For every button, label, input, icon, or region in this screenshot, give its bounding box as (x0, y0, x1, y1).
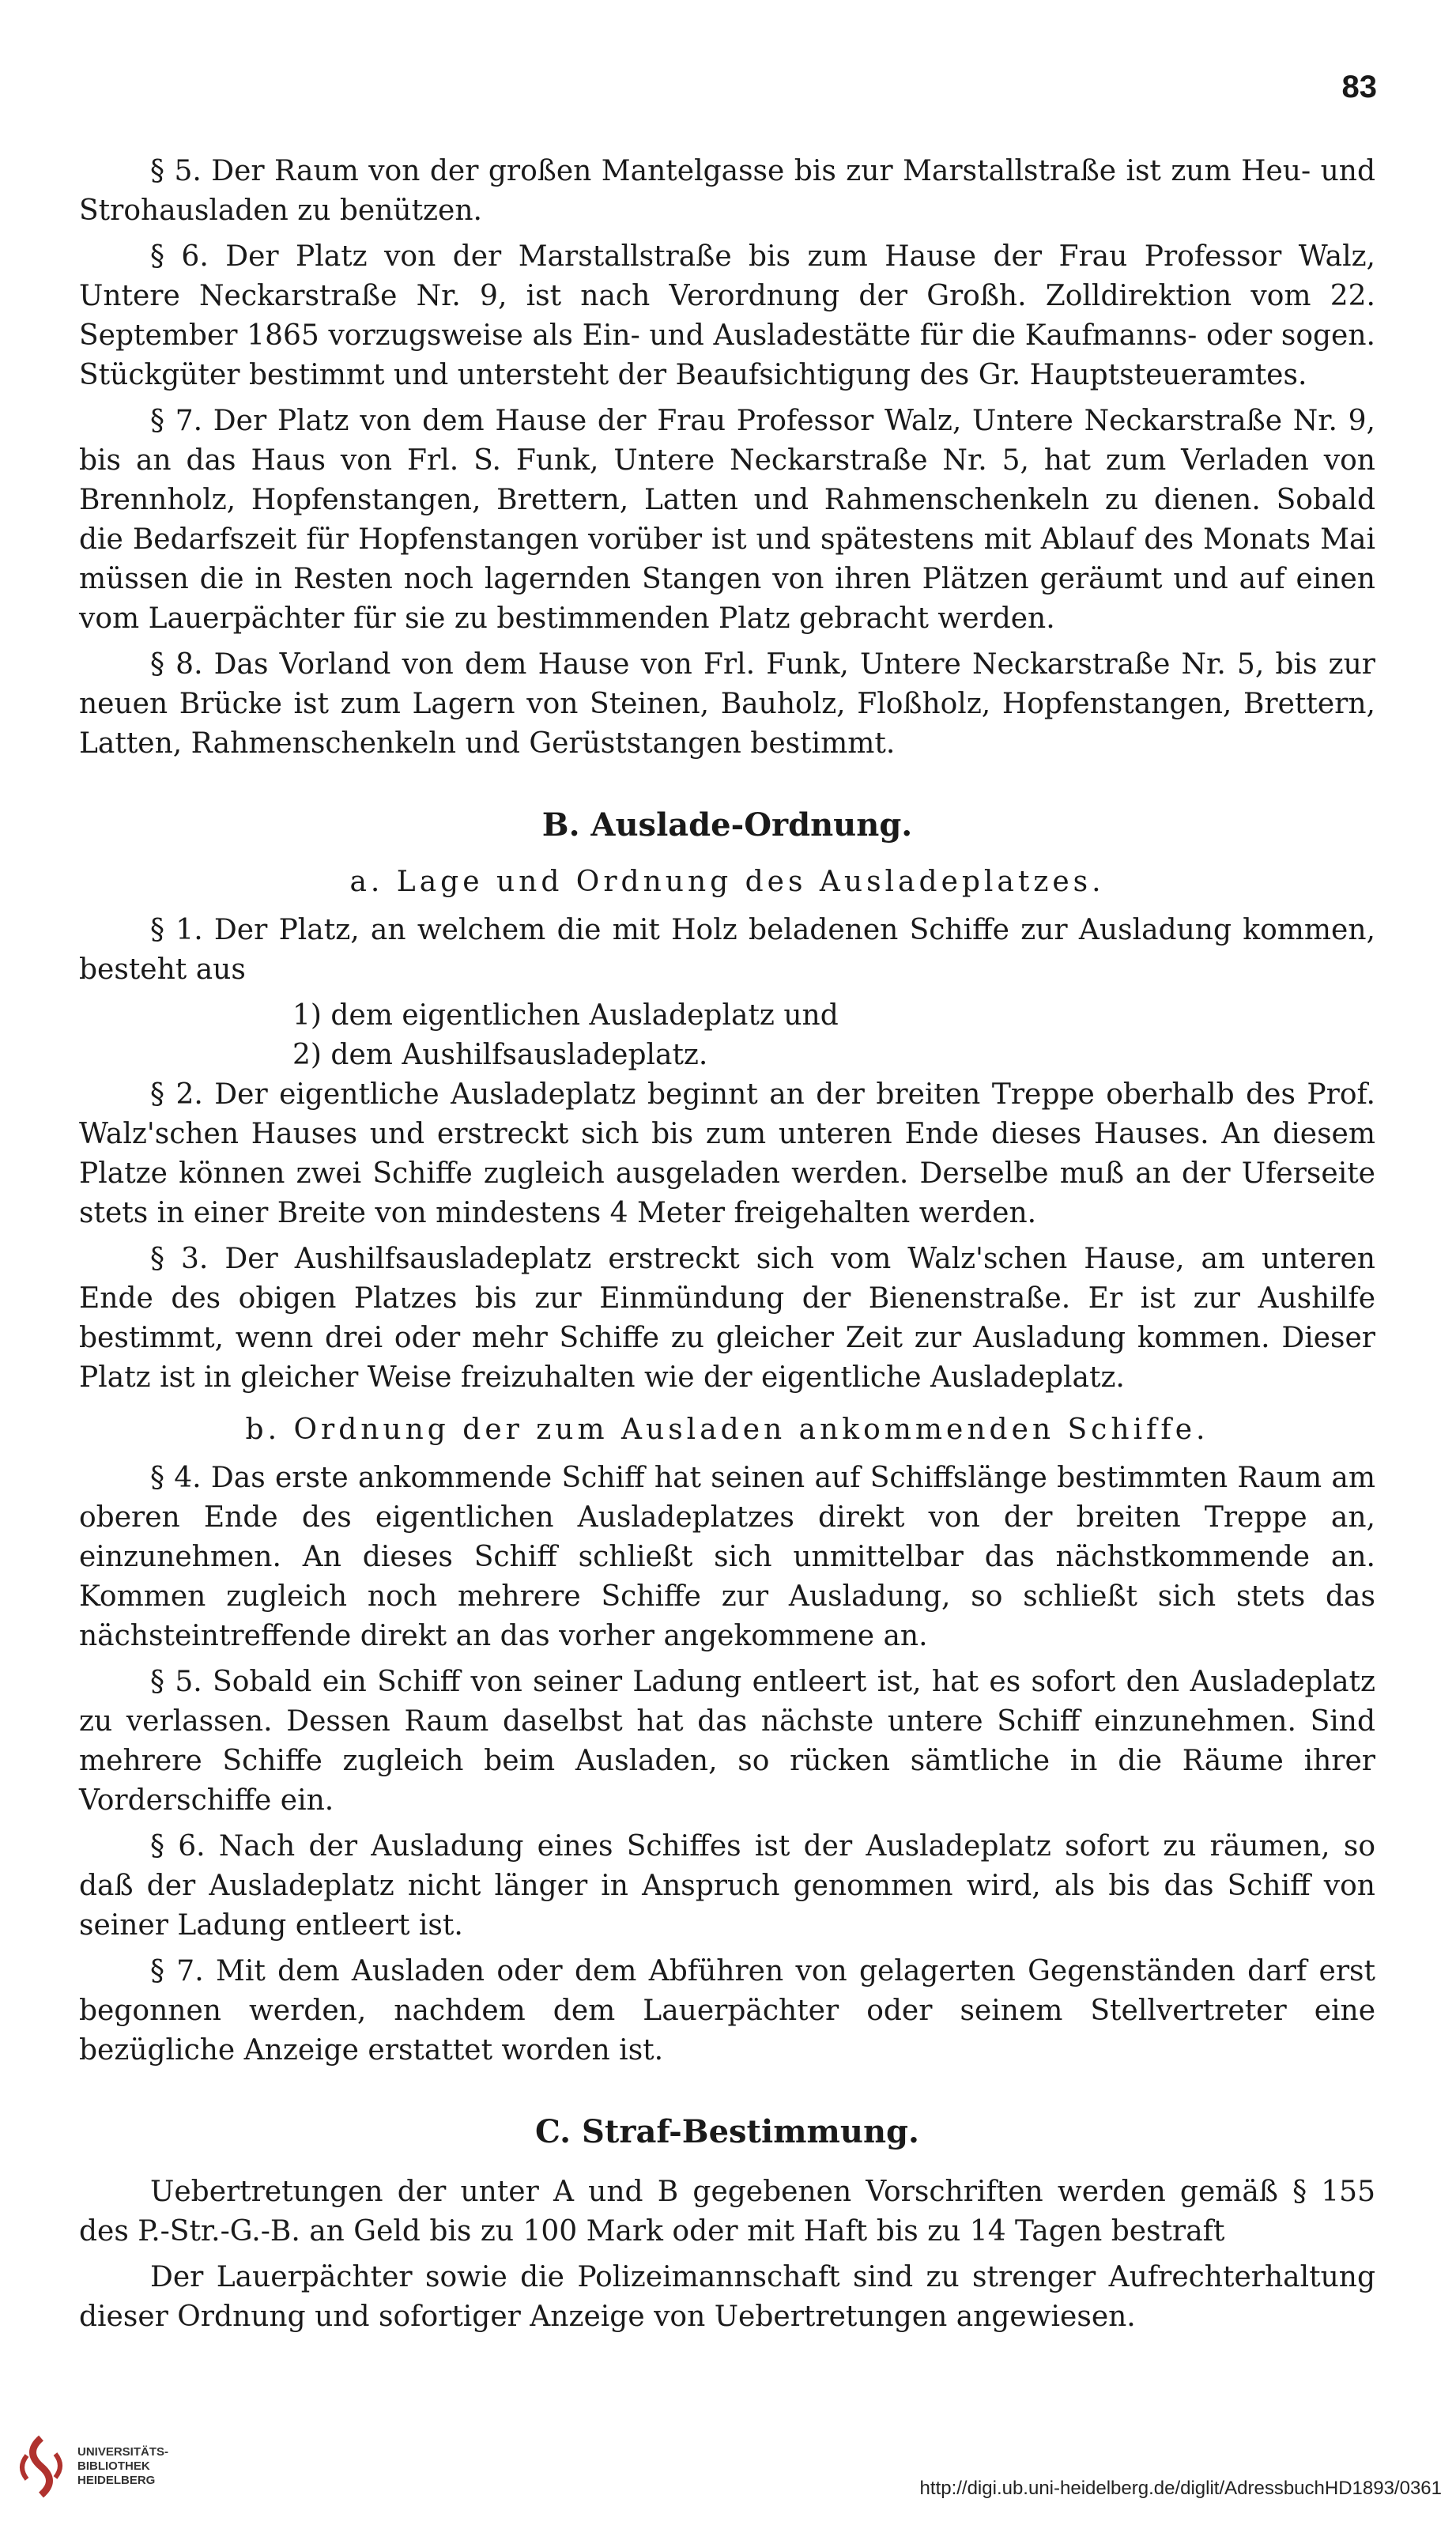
section-b-b-heading: b. Ordnung der zum Ausladen ankommenden Schiffe. (245, 1414, 1209, 1446)
paragraph-c-1: Uebertretungen der unter A und B gegebenen Vorschriften werden gemäß § 155 des P.-Str.-G.-B. an Geld bis zu 100 Mark oder mit Haft bis zu 14 Tagen bestraft (79, 2176, 1375, 2248)
section-b-heading: B. Auslade-Ordnung. (541, 806, 913, 844)
list-item-1: 1) dem eigentlichen Ausladeplatz und (292, 999, 839, 1032)
paragraph-b-2: § 2. Der eigentliche Ausladeplatz beginnt an der breiten Treppe oberhalb des Prof. Walz'schen Hauses und erstreckt sich bis zum unteren Ende dieses Hauses. An diesem Platze können zwei Schiffe zugleich ausgeladen werden. Derselbe muß an der Uferseite stets in einer Breite von mindestens 4 Meter freigehalten werden. (79, 1078, 1375, 1229)
paragraph-b-6: § 6. Nach der Ausladung eines Schiffes ist der Ausladeplatz sofort zu räumen, so daß der Ausladeplatz nicht länger in Anspruch genommen wird, als bis das Schiff von seiner Ladung entleert ist. (79, 1830, 1375, 1942)
source-url[interactable]: http://digi.ub.uni-heidelberg.de/diglit/AdressbuchHD1893/0361 (919, 2478, 1442, 2499)
paragraph-b-5: § 5. Sobald ein Schiff von seiner Ladung entleert ist, hat es sofort den Ausladeplatz zu verlassen. Dessen Raum daselbst hat das nächste untere Schiff einzunehmen. Sind mehrere Schiffe zugleich beim Ausladen, so rücken sämtliche in die Räume ihrer Vorderschiffe ein. (79, 1666, 1375, 1817)
page-number: 83 (1341, 70, 1377, 104)
paragraph-c-2: Der Lauerpächter sowie die Polizeimannschaft sind zu strenger Aufrechterhaltung dieser Ordnung und sofortiger Anzeige von Uebertretungen angewiesen. (79, 2261, 1375, 2333)
paragraph-a-5: § 5. Der Raum von der großen Mantelgasse bis zur Marstallstraße ist zum Heu- und Strohausladen zu benützen. (79, 155, 1375, 227)
paragraph-a-6: § 6. Der Platz von der Marstallstraße bis zum Hause der Frau Professor Walz, Untere Neckarstraße Nr. 9, ist nach Verordnung der Großh. Zolldirektion vom 22. September 1865 vorzugsweise als Ein- und Ausladestätte für die Kaufmanns- oder sogen. Stückgüter bestimmt und untersteht der Beaufsichtigung des Gr. Hauptsteueramtes. (79, 240, 1375, 391)
paragraph-a-7: § 7. Der Platz von dem Hause der Frau Professor Walz, Untere Neckarstraße Nr. 9, bis an das Haus von Frl. S. Funk, Untere Neckarstraße Nr. 5, hat zum Verladen von Brennholz, Hopfenstangen, Brettern, Latten und Rahmenschenkeln zu dienen. Sobald die Bedarfszeit für Hopfenstangen vorüber ist und spätestens mit Ablauf des Monats Mai müssen die in Resten noch lagernden Stangen von ihren Plätzen geräumt und auf einen vom Lauerpächter für sie zu bestimmenden Platz gebracht werden. (79, 405, 1375, 635)
list-item-2: 2) dem Aushilfsausladeplatz. (292, 1039, 708, 1071)
page-content (79, 152, 1375, 2343)
library-logo[interactable] (13, 2433, 168, 2500)
section-c-heading: C. Straf-Bestimmung. (535, 2113, 919, 2150)
paragraph-b-4: § 4. Das erste ankommende Schiff hat seinen auf Schiffslänge bestimmten Raum am oberen Ende des eigentlichen Ausladeplatzes direkt von der breiten Treppe an, einzunehmen. An dieses Schiff schließt sich unmittelbar das nächstkommende an. Kommen zugleich noch mehrere Schiffe zur Ausladung, so schließt sich stets das nächsteintreffende direkt an das vorher angekommene an. (79, 1462, 1375, 1652)
library-name: UNIVERSITÄTS- BIBLIOTHEK HEIDELBERG (77, 2445, 169, 2487)
university-seal-icon (13, 2433, 70, 2500)
paragraph-b-1: § 1. Der Platz, an welchem die mit Holz beladenen Schiffe zur Ausladung kommen, besteht aus (79, 914, 1375, 986)
paragraph-b-7: § 7. Mit dem Ausladen oder dem Abführen von gelagerten Gegenständen darf erst begonnen werden, nachdem dem Lauerpächter oder seinem Stellvertreter eine bezügliche Anzeige erstattet worden ist. (79, 1955, 1375, 2067)
paragraph-b-3: § 3. Der Aushilfsausladeplatz erstreckt sich vom Walz'schen Hause, am unteren Ende des obigen Platzes bis zur Einmündung der Bienenstraße. Er ist zur Aushilfe bestimmt, wenn drei oder mehr Schiffe zu gleicher Zeit zur Ausladung kommen. Dieser Platz ist in gleicher Weise freizuhalten wie der eigentliche Ausladeplatz. (79, 1243, 1375, 1394)
section-b-a-heading: a. Lage und Ordnung des Ausladeplatzes. (349, 866, 1105, 898)
paragraph-a-8: § 8. Das Vorland von dem Hause von Frl. Funk, Untere Neckarstraße Nr. 5, bis zur neuen Brücke ist zum Lagern von Steinen, Bauholz, Floßholz, Hopfenstangen, Brettern, Latten, Rahmenschenkeln und Gerüststangen bestimmt. (79, 648, 1375, 760)
